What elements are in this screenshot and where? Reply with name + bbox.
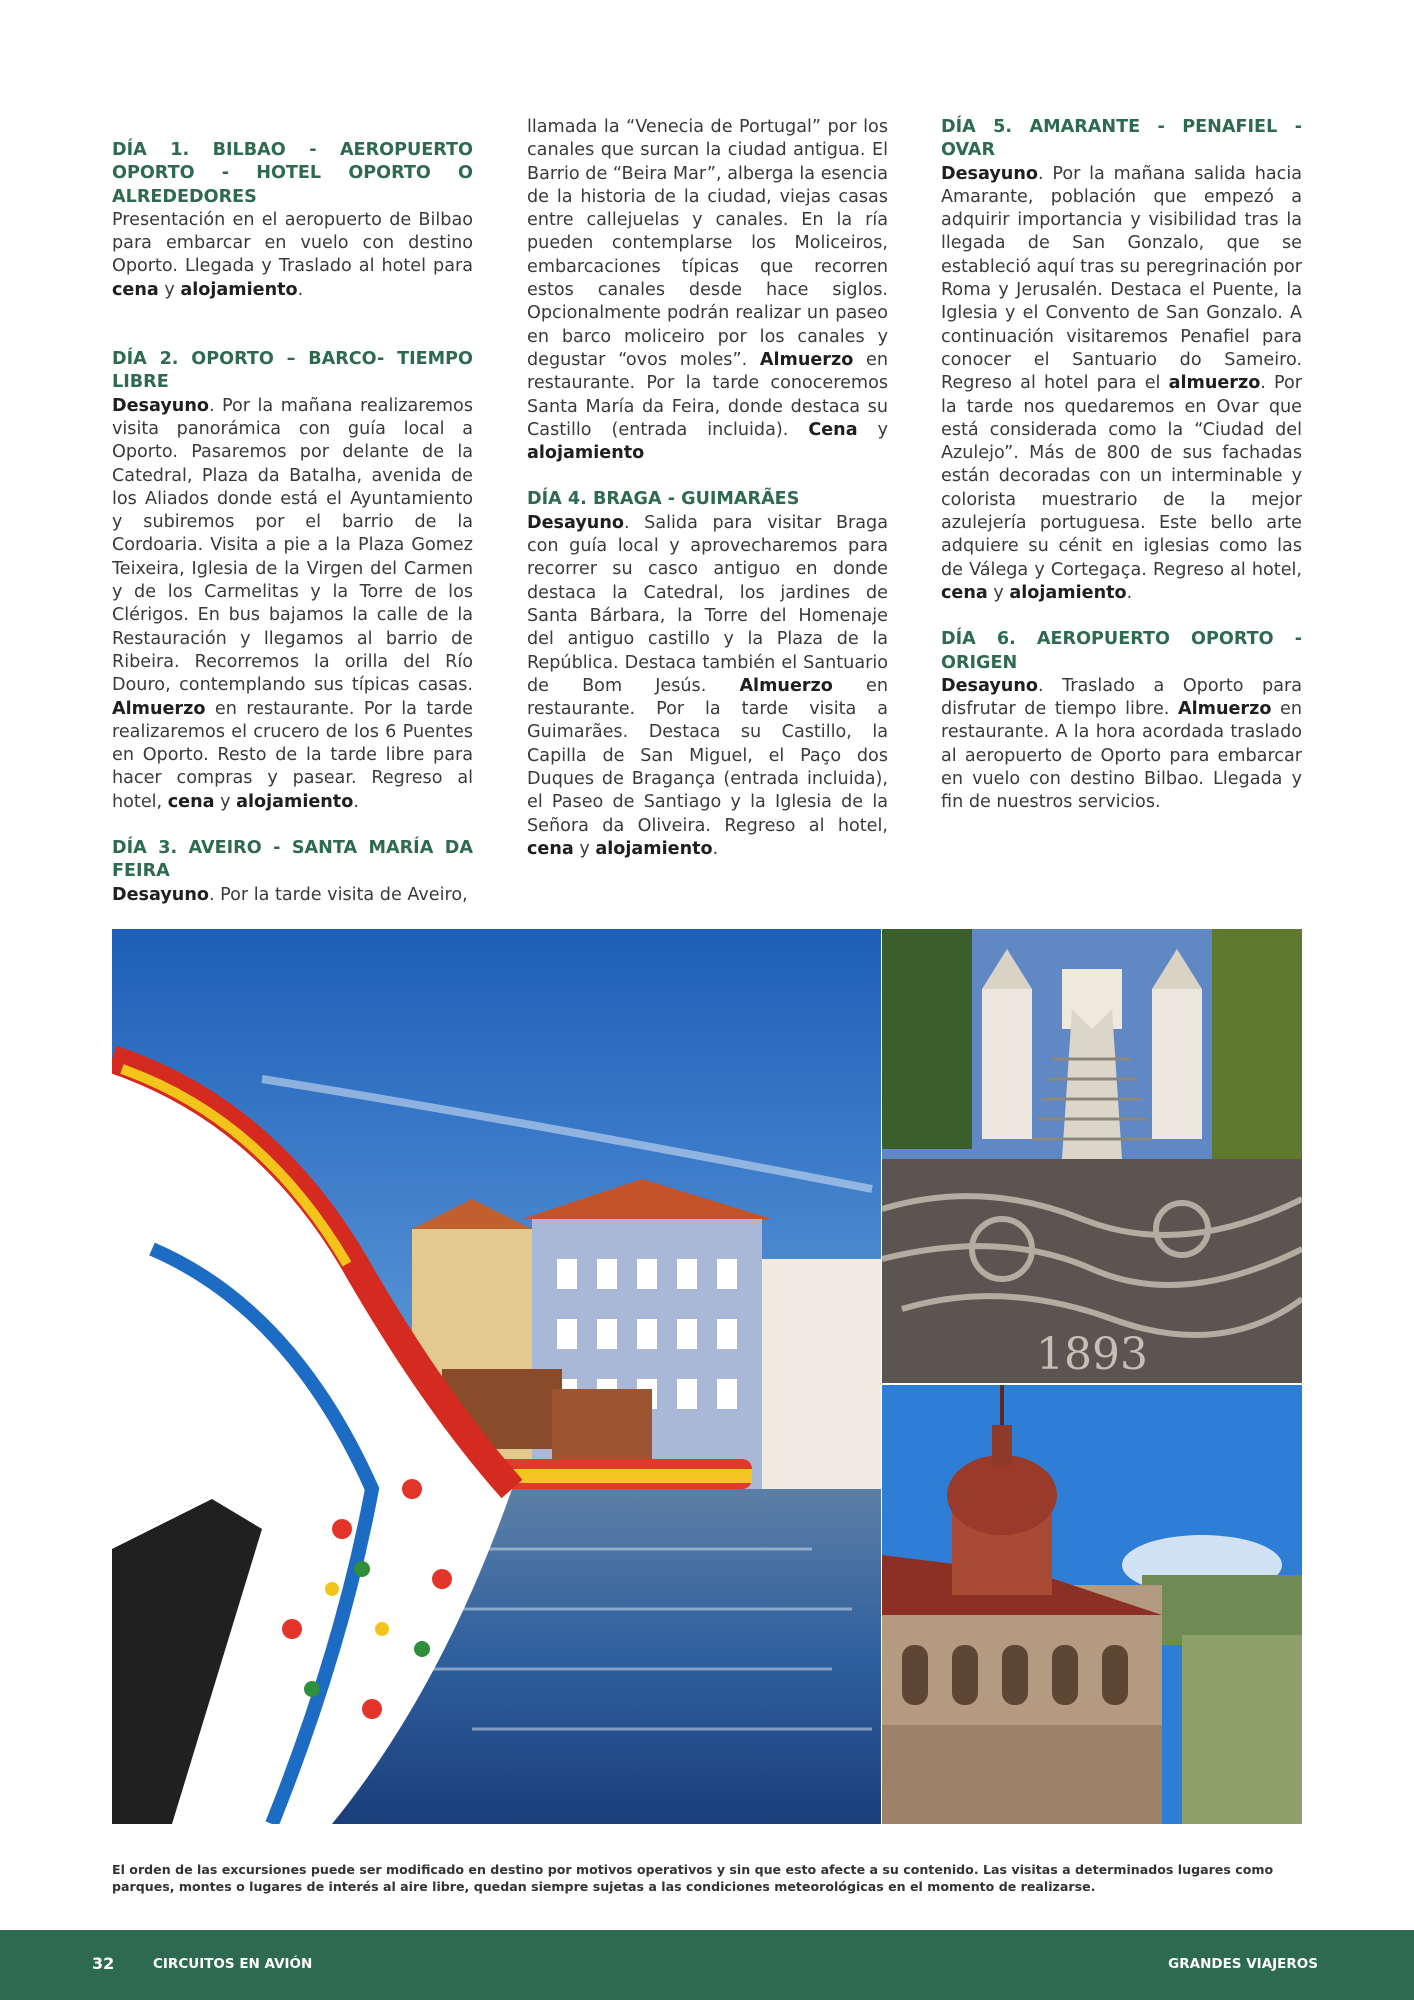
day-2-title: DÍA 2. OPORTO – BARCO- TIEMPO LIBRE (112, 349, 473, 393)
day-3-body-continued: llamada la “Venecia de Portugal” por los canales que surcan la ciudad antigua. El Barrio de “Beira Mar”, alberga la esencia de la historia de la ciudad, viejas casas entre callejuelas y canales. En la ría pueden contemplarse los Moliceiros, embarcaciones típicas que recorren estos canales desde hace siglos. Opcionalmente podrán realizar un paseo en barco moliceiro por los canales y degustar “ovos moles”. Almuerzo en restaurante. Por la tarde conoceremos Santa María da Feira, donde destaca su Castillo (entrada incluida). Cena y alojamiento (527, 117, 888, 464)
page-footer (0, 1930, 1414, 2000)
bom-jesus-staircase-photo (882, 929, 1302, 1383)
page-number: 32 (92, 1954, 115, 1973)
day-6-body: Desayuno. Traslado a Oporto para disfrutar de tiempo libre. Almuerzo en restaurante. A la hora acordada traslado al aeropuerto de Oporto para embarcar en vuelo con destino Bilbao. Llegada y fin de nuestros servicios. (941, 675, 1302, 813)
brand-name: GRANDES VIAJEROS (1168, 1956, 1318, 1972)
day-3-body-start: Desayuno. Por la tarde visita de Aveiro, (112, 884, 468, 905)
disclaimer-text: El orden de las excursiones puede ser modificado en destino por motivos operativos y sin que esto afecte a su contenido. Las visitas a determinados lugares como parques, montes o lugares de interés al aire libre, quedan siempre sujetas a las condiciones meteorológicas en el momento de realizarse. (112, 1862, 1274, 1894)
itinerary-column-1: DÍA 1. BILBAO - AEROPUERTO OPORTO - HOTEL OPORTO O ALREDEDORES Presentación en el aeropuerto de Bilbao para embarcar en vuelo con destino Oporto. Llegada y Traslado al hotel para cena y alojamiento. DÍA 2. OPORTO – BARCO- TIEMPO LIBRE Desayuno. Por la mañana realizaremos visita panorámica con guía local a Oporto. Pasaremos por delante de la Catedral, Plaza da Batalha, avenida de los Aliados donde está el Ayuntamiento y subiremos por el barrio de la Cordoaria. Visita a pie a la Plaza Gomez Teixeira, Iglesia de la Virgen del Carmen y de los Carmelitas y la Torre de los Clérigos. En bus bajamos la calle de la Restauración y llegamos al barrio de Ribeira. Recorremos la orilla del Río Douro, contemplando sus típicas casas. Almuerzo en restaurante. Por la tarde realizaremos el crucero de los 6 Puentes en Oporto. Resto de la tarde libre para hacer compras y pasear. Regreso al hotel, cena y alojamiento. DÍA 3. AVEIRO - SANTA MARÍA DA FEIRA Desayuno. Por la tarde visita de Aveiro, (112, 116, 473, 907)
day-5-title: DÍA 5. AMARANTE - PENAFIEL - OVAR (941, 117, 1302, 161)
itinerary-column-3 (941, 116, 1302, 838)
day-5-body: Desayuno. Por la mañana salida hacia Amarante, población que empezó a adquirir importancia y visibilidad tras la llegada de San Gonzalo, que se estableció aquí tras su peregrinación por Roma y Jerusalén. Destaca el Puente, la Iglesia y el Convento de San Gonzalo. A continuación visitaremos Penafiel para conocer el Santuario do Sameiro. Regreso al hotel para el almuerzo. Por la tarde nos quedaremos en Ovar que está considerada como la “Ciudad del Azulejo”. Más de 800 de sus fachadas están decoradas con un interminable y colorista muestrario de la mejor azulejería portuguesa. Este bello arte adquiere su cénit en iglesias como las de Válega y Cortegaça. Regreso al hotel, cena y alojamiento. (941, 163, 1302, 603)
day-1-title: DÍA 1. BILBAO - AEROPUERTO OPORTO - HOTEL OPORTO O ALREDEDORES (112, 140, 473, 207)
itinerary-column-2 (527, 116, 888, 884)
day-4-body: Desayuno. Salida para visitar Braga con guía local y aprovecharemos para recorrer su casco antiguo en donde destaca la Catedral, los jardines de Santa Bárbara, la Torre del Homenaje del antiguo castillo y la Plaza de la República. Destaca también el Santuario de Bom Jesús. Almuerzo en restaurante. Por la tarde visita a Guimarães. Destaca su Castillo, la Capilla de San Miguel, el Paço dos Duques de Bragança (entrada incluida), el Paseo de Santiago y la Iglesia de la Señora da Oliveira. Regreso al hotel, cena y alojamiento. (527, 512, 888, 859)
day-2-body: Desayuno. Por la mañana realizaremos visita panorámica con guía local a Oporto. Pasaremos por delante de la Catedral, Plaza da Batalha, avenida de los Aliados donde está el Ayuntamiento y subiremos por el barrio de la Cordoaria. Visita a pie a la Plaza Gomez Teixeira, Iglesia de la Virgen del Carmen y de los Carmelitas y la Torre de los Clérigos. En bus bajamos la calle de la Restauración y llegamos al barrio de Ribeira. Recorremos la orilla del Río Douro, contemplando sus típicas casas. Almuerzo en restaurante. Por la tarde realizaremos el crucero de los 6 Puentes en Oporto. Resto de la tarde libre para hacer compras y pasear. Regreso al hotel, cena y alojamiento. (112, 395, 473, 812)
section-name: CIRCUITOS EN AVIÓN (153, 1956, 313, 1972)
aveiro-canal-photo (112, 929, 881, 1824)
day-3-title: DÍA 3. AVEIRO - SANTA MARÍA DA FEIRA (112, 838, 473, 882)
bomjesus-inscription: 1893 (1036, 1329, 1148, 1380)
day-6-title: DÍA 6. AEROPUERTO OPORTO - ORIGEN (941, 629, 1302, 673)
amarante-church-photo (882, 1385, 1302, 1824)
day-4-title: DÍA 4. BRAGA - GUIMARÃES (527, 489, 800, 510)
